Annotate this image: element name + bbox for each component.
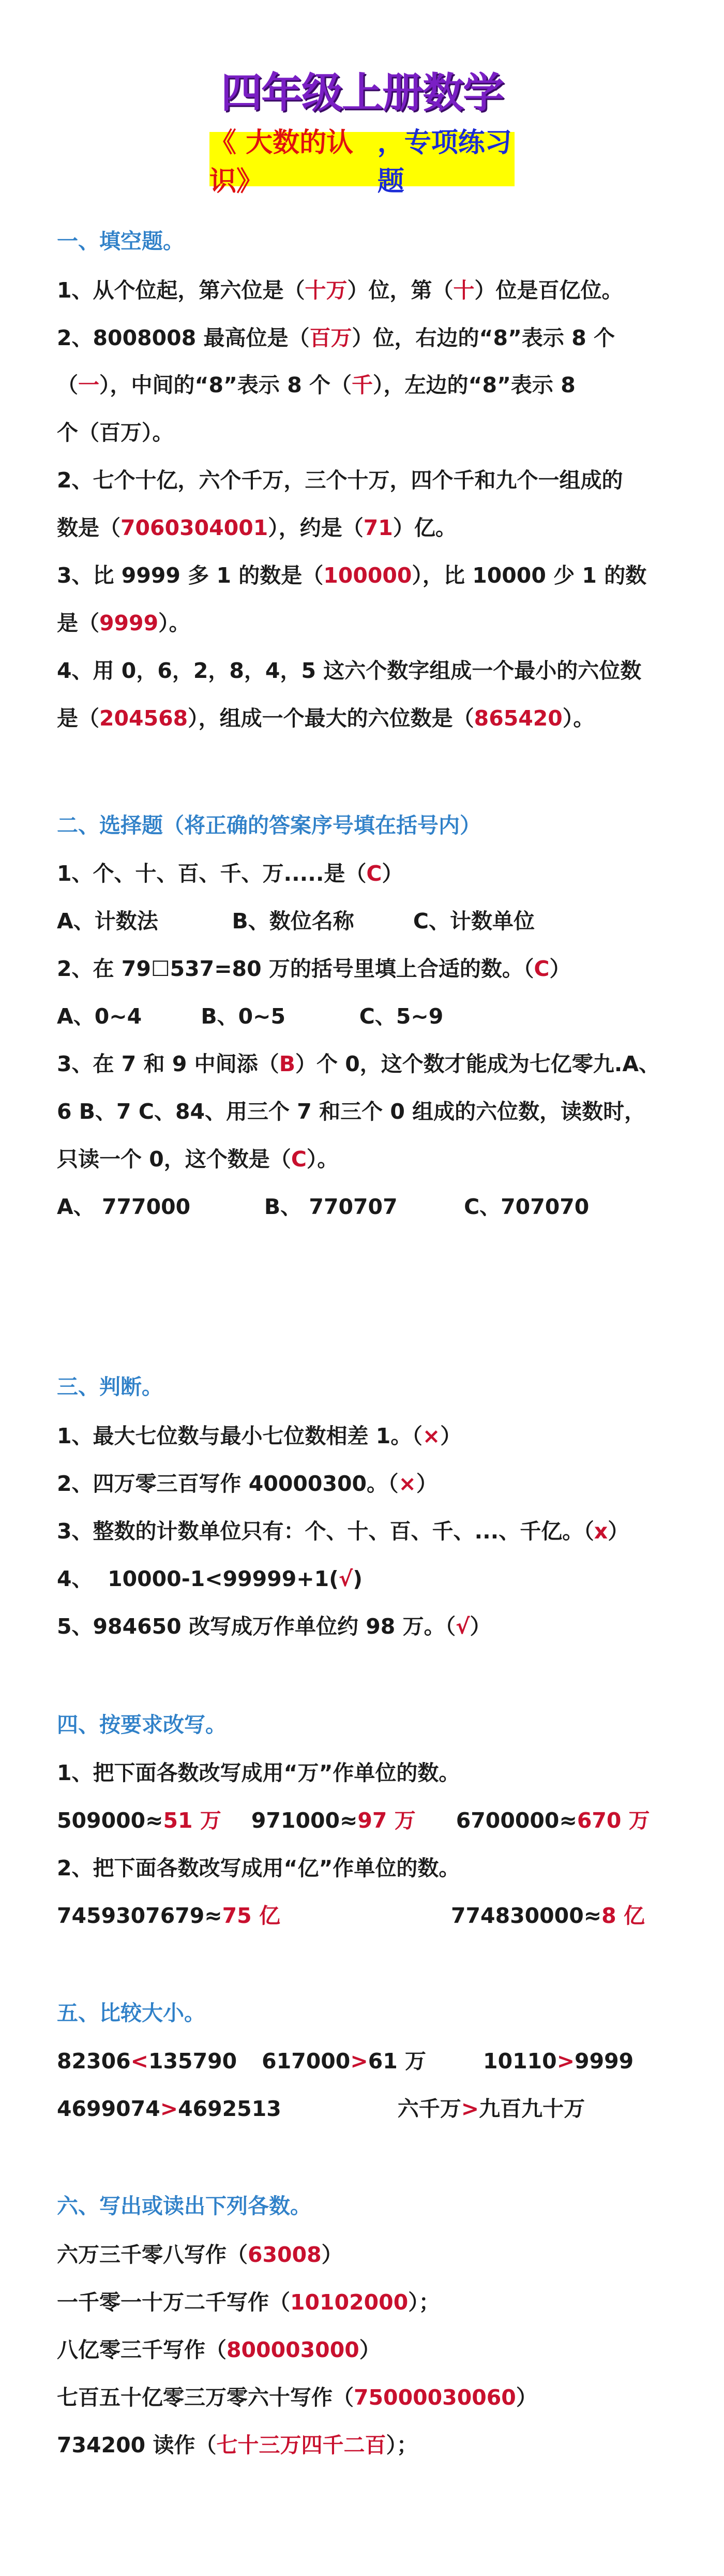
text: 是（ [57, 611, 99, 635]
text: ），比 10000 少 1 的数 [412, 563, 647, 588]
compare-row [57, 2093, 677, 2124]
answer: 8 亿 [601, 1903, 645, 1928]
text: 一千零一十万二千写作（ [57, 2290, 290, 2315]
text: 3、比 9999 多 1 的数是（ [57, 563, 324, 588]
answer: 670 万 [577, 1808, 650, 1833]
answer: 十万 [305, 278, 348, 303]
answer: 75000030060 [354, 2385, 516, 2410]
question-line [57, 703, 677, 734]
text: 734200 读作（ [57, 2433, 217, 2457]
text: ）位，第（ [347, 278, 454, 303]
text: ） [321, 2242, 343, 2267]
question-line [57, 1144, 677, 1175]
question-line [57, 953, 677, 984]
text: ） [470, 1614, 491, 1639]
text: 971000≈ [251, 1808, 358, 1833]
text: 2、四万零三百写作 40000300。（ [57, 1471, 399, 1496]
text: ）。 [562, 706, 595, 731]
question-line [57, 560, 677, 591]
answer: > [556, 2049, 575, 2074]
question-line [57, 1048, 677, 1079]
question-line: 4、用 0，6，2，8，4，5 这六个数字组成一个最小的六位数 [57, 658, 642, 683]
text: 5、984650 改写成万作单位约 98 万。（ [57, 1614, 456, 1639]
question-line: 6 B、7 C、84、用三个 7 和三个 0 组成的六位数，读数时， [57, 1099, 646, 1124]
question-line [57, 1516, 677, 1547]
text: 2、在 79☐537=80 万的括号里填上合适的数。（ [57, 956, 534, 981]
text: 是（ [57, 706, 99, 731]
question-line [57, 1611, 677, 1642]
text: （ [57, 373, 78, 397]
text: ），约是（ [268, 515, 364, 540]
text: 3、在 7 和 9 中间添（ [57, 1052, 279, 1076]
text: ） [549, 956, 571, 981]
answer: × [398, 1471, 416, 1496]
text: 509000≈ [57, 1808, 163, 1833]
text: 六千万 [397, 2096, 461, 2121]
question-line [57, 275, 677, 306]
options-line: A、计数法 B、数位名称 C、计数单位 [57, 909, 535, 934]
answer: C [291, 1147, 307, 1172]
text: ） [359, 2337, 381, 2362]
compare-row [57, 2046, 677, 2077]
answer: C [534, 956, 550, 981]
answer: 百万 [309, 325, 352, 350]
text: 1、个、十、百、千、万.....是（ [57, 861, 367, 886]
text: 7459307679≈ [57, 1903, 222, 1928]
answer: 一 [78, 373, 99, 397]
answer: B [279, 1052, 295, 1076]
text: 六万三千零八写作（ [57, 2242, 248, 2267]
text: 82306 [57, 2049, 131, 2074]
text: 617000 [262, 2049, 351, 2074]
text: ） [516, 2385, 537, 2410]
page-title: 四年级上册数学 [221, 69, 503, 117]
question-line: 2、七个十亿，六个千万，三个十万，四个千和九个一组成的 [57, 468, 623, 493]
question-line [57, 1468, 677, 1499]
text: ），左边的“8”表示 8 [373, 373, 576, 397]
question-line [57, 322, 677, 353]
text: 4699074 [57, 2096, 160, 2121]
answer: 9999 [99, 611, 159, 635]
question-line: 2、把下面各数改写成用“亿”作单位的数。 [57, 1856, 460, 1881]
text: ） [382, 861, 403, 886]
text: 4、 10000-1<99999+1( [57, 1566, 339, 1591]
answer: > [461, 2096, 479, 2121]
text: 4692513 [178, 2096, 281, 2121]
answer: > [350, 2049, 368, 2074]
text: 1、最大七位数与最小七位数相差 1。（ [57, 1424, 423, 1448]
question-line [57, 369, 677, 401]
text: ），中间的“8”表示 8 个（ [99, 373, 352, 397]
answer: 七十三万四千二百 [216, 2433, 386, 2457]
answer: 63008 [248, 2242, 322, 2267]
answer: 十 [453, 278, 475, 303]
answer: 7060304001 [120, 515, 268, 540]
text: ），组成一个最大的六位数是（ [188, 706, 474, 731]
text: ）； [386, 2433, 418, 2457]
text: ） [440, 1424, 462, 1448]
text: ）。 [158, 611, 190, 635]
text: 135790 [148, 2049, 237, 2074]
answer: 71 [363, 515, 393, 540]
text: 10110 [483, 2049, 557, 2074]
answer: 97 万 [357, 1808, 416, 1833]
answer: 865420 [474, 706, 563, 731]
text: 九百九十万 [479, 2096, 585, 2121]
text: 七百五十亿零三万零六十写作（ [57, 2385, 354, 2410]
text: ） [608, 1519, 629, 1544]
answer: < [130, 2049, 148, 2074]
question-line [57, 2239, 677, 2270]
answer: √ [456, 1614, 470, 1639]
question-line [57, 2334, 677, 2365]
text: 2、8008008 最高位是（ [57, 325, 310, 350]
answer: x [594, 1519, 608, 1544]
text: 61 万 [368, 2049, 427, 2074]
text: 9999 [575, 2049, 634, 2074]
answer: × [422, 1424, 441, 1448]
section-heading-compare: 五、比较大小。 [57, 2001, 205, 2025]
text: ）个 0，这个数才能成为七亿零九.A、 [295, 1052, 660, 1076]
text: 1、从个位起，第六位是（ [57, 278, 305, 303]
question-line [57, 1563, 677, 1594]
section-heading-fill-blank: 一、填空题。 [57, 229, 184, 254]
text: ）亿。 [393, 515, 457, 540]
text: 6700000≈ [456, 1808, 577, 1833]
answer: √ [338, 1566, 353, 1591]
text: 数是（ [57, 515, 120, 540]
subtitle-kind: ，专项练习题 [377, 127, 512, 197]
section-heading-choice: 二、选择题（将正确的答案序号填在括号内） [57, 813, 481, 838]
question-line [57, 858, 677, 889]
rewrite-row [57, 1805, 677, 1836]
text: 八亿零三千写作（ [57, 2337, 227, 2362]
answer: 51 万 [163, 1808, 221, 1833]
answer: 800003000 [227, 2337, 359, 2362]
text: ) [353, 1566, 363, 1591]
text: ）； [408, 2290, 440, 2315]
text: 3、整数的计数单位只有：个、十、百、千、...、千亿。（ [57, 1519, 594, 1544]
text: ）位，右边的“8”表示 8 个 [352, 325, 615, 350]
question-line [57, 2430, 677, 2461]
options-line: A、 777000 B、 770707 C、707070 [57, 1194, 590, 1219]
subtitle-banner [209, 127, 515, 197]
question-line: 1、把下面各数改写成用“万”作单位的数。 [57, 1760, 460, 1785]
answer: 100000 [323, 563, 412, 588]
subtitle-topic: 《 大数的认识》 [209, 127, 354, 197]
answer: 204568 [99, 706, 188, 731]
text: 只读一个 0，这个数是（ [57, 1147, 291, 1172]
question-line [57, 512, 677, 543]
section-heading-read-write: 六、写出或读出下列各数。 [57, 2194, 311, 2218]
section-heading-judge: 三、判断。 [57, 1374, 163, 1399]
section-heading-rewrite: 四、按要求改写。 [57, 1712, 227, 1737]
text: ） [416, 1471, 438, 1496]
question-line [57, 1420, 677, 1452]
text: 774830000≈ [450, 1903, 602, 1928]
answer: > [160, 2096, 178, 2121]
text: ）。 [306, 1147, 339, 1172]
rewrite-row [57, 1900, 677, 1931]
answer: 10102000 [290, 2290, 409, 2315]
question-line: 个（百万）。 [57, 420, 174, 445]
question-line [57, 2287, 677, 2318]
question-line [57, 2382, 677, 2413]
answer: 75 亿 [222, 1903, 280, 1928]
question-line [57, 608, 677, 639]
answer: C [366, 861, 382, 886]
text: ）位是百亿位。 [474, 278, 623, 303]
options-line: A、0~4 B、0~5 C、5~9 [57, 1004, 444, 1029]
answer: 千 [352, 373, 373, 397]
